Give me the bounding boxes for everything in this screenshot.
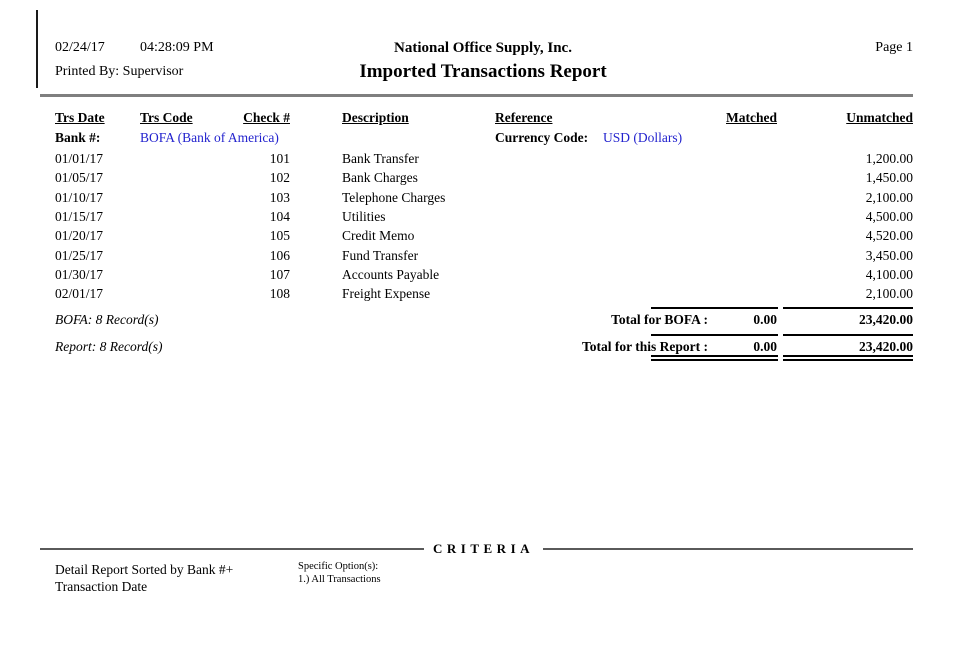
currency-value-link[interactable]: USD (Dollars) bbox=[603, 130, 683, 145]
header-rule bbox=[40, 94, 913, 97]
row-check: 108 bbox=[269, 286, 290, 301]
report-unmatched-double-rule bbox=[783, 355, 913, 361]
report-total-unmatched: 23,420.00 bbox=[859, 339, 913, 354]
row-date: 01/15/17 bbox=[55, 209, 104, 224]
row-unmatched: 2,100.00 bbox=[865, 286, 913, 301]
page-number: Page 1 bbox=[875, 40, 913, 55]
row-date: 01/05/17 bbox=[55, 170, 104, 185]
criteria-divider bbox=[40, 542, 913, 556]
row-unmatched: 2,100.00 bbox=[865, 190, 913, 205]
row-description: Credit Memo bbox=[342, 228, 415, 243]
col-header-reference: Reference bbox=[495, 110, 553, 125]
criteria-line-left bbox=[40, 548, 424, 550]
bofa-unmatched-rule bbox=[783, 307, 913, 309]
report-matched-double-rule bbox=[651, 355, 778, 361]
bank-label: Bank #: bbox=[55, 130, 101, 145]
row-date: 02/01/17 bbox=[55, 286, 104, 301]
bofa-total-unmatched: 23,420.00 bbox=[859, 312, 913, 327]
row-check: 104 bbox=[269, 209, 290, 224]
print-time: 04:28:09 PM bbox=[140, 40, 214, 55]
criteria-sort-line2: Transaction Date bbox=[55, 579, 148, 594]
col-header-description: Description bbox=[342, 110, 409, 125]
bofa-total-matched: 0.00 bbox=[753, 312, 777, 327]
row-unmatched: 4,100.00 bbox=[865, 267, 913, 282]
criteria-options-label: Specific Option(s): bbox=[298, 561, 379, 572]
company-name: National Office Supply, Inc. bbox=[394, 40, 572, 56]
row-date: 01/10/17 bbox=[55, 190, 104, 205]
col-header-unmatched: Unmatched bbox=[846, 110, 913, 125]
col-header-matched: Matched bbox=[726, 110, 777, 125]
row-description: Utilities bbox=[342, 209, 386, 224]
row-date: 01/20/17 bbox=[55, 228, 104, 243]
col-header-trs-code: Trs Code bbox=[140, 110, 193, 125]
printed-by: Printed By: Supervisor bbox=[55, 64, 184, 79]
row-check: 103 bbox=[269, 190, 290, 205]
row-description: Accounts Payable bbox=[342, 267, 440, 282]
row-check: 102 bbox=[269, 170, 290, 185]
row-check: 101 bbox=[269, 151, 290, 166]
row-description: Telephone Charges bbox=[342, 190, 446, 205]
row-description: Fund Transfer bbox=[342, 248, 419, 263]
row-unmatched: 3,450.00 bbox=[865, 248, 913, 263]
row-check: 106 bbox=[269, 248, 290, 263]
report-record-count: Report: 8 Record(s) bbox=[55, 339, 163, 354]
row-unmatched: 4,500.00 bbox=[865, 209, 913, 224]
criteria-options-value: 1.) All Transactions bbox=[298, 574, 381, 585]
row-date: 01/01/17 bbox=[55, 151, 104, 166]
row-unmatched: 1,200.00 bbox=[865, 151, 913, 166]
row-unmatched: 4,520.00 bbox=[865, 228, 913, 243]
criteria-sort-line1: Detail Report Sorted by Bank #+ bbox=[55, 562, 234, 577]
col-header-check-no: Check # bbox=[243, 110, 290, 125]
row-unmatched: 1,450.00 bbox=[865, 170, 913, 185]
row-check: 107 bbox=[269, 267, 290, 282]
report-total-label: Total for this Report : bbox=[582, 339, 708, 354]
row-date: 01/30/17 bbox=[55, 267, 104, 282]
criteria-line-right bbox=[543, 548, 913, 550]
criteria-heading: CRITERIA bbox=[433, 541, 535, 556]
row-check: 105 bbox=[269, 228, 290, 243]
report-title: Imported Transactions Report bbox=[359, 61, 607, 82]
row-description: Freight Expense bbox=[342, 286, 431, 301]
currency-label: Currency Code: bbox=[495, 130, 589, 145]
bank-value-link[interactable]: BOFA (Bank of America) bbox=[140, 130, 279, 145]
bofa-total-label: Total for BOFA : bbox=[611, 312, 708, 327]
report-matched-rule bbox=[651, 334, 778, 336]
bofa-record-count: BOFA: 8 Record(s) bbox=[55, 312, 159, 327]
report-unmatched-rule bbox=[783, 334, 913, 336]
bofa-matched-rule bbox=[651, 307, 778, 309]
print-date: 02/24/17 bbox=[55, 40, 105, 55]
report-total-matched: 0.00 bbox=[753, 339, 777, 354]
row-date: 01/25/17 bbox=[55, 248, 104, 263]
row-description: Bank Transfer bbox=[342, 151, 419, 166]
col-header-trs-date: Trs Date bbox=[55, 110, 105, 125]
row-description: Bank Charges bbox=[342, 170, 418, 185]
